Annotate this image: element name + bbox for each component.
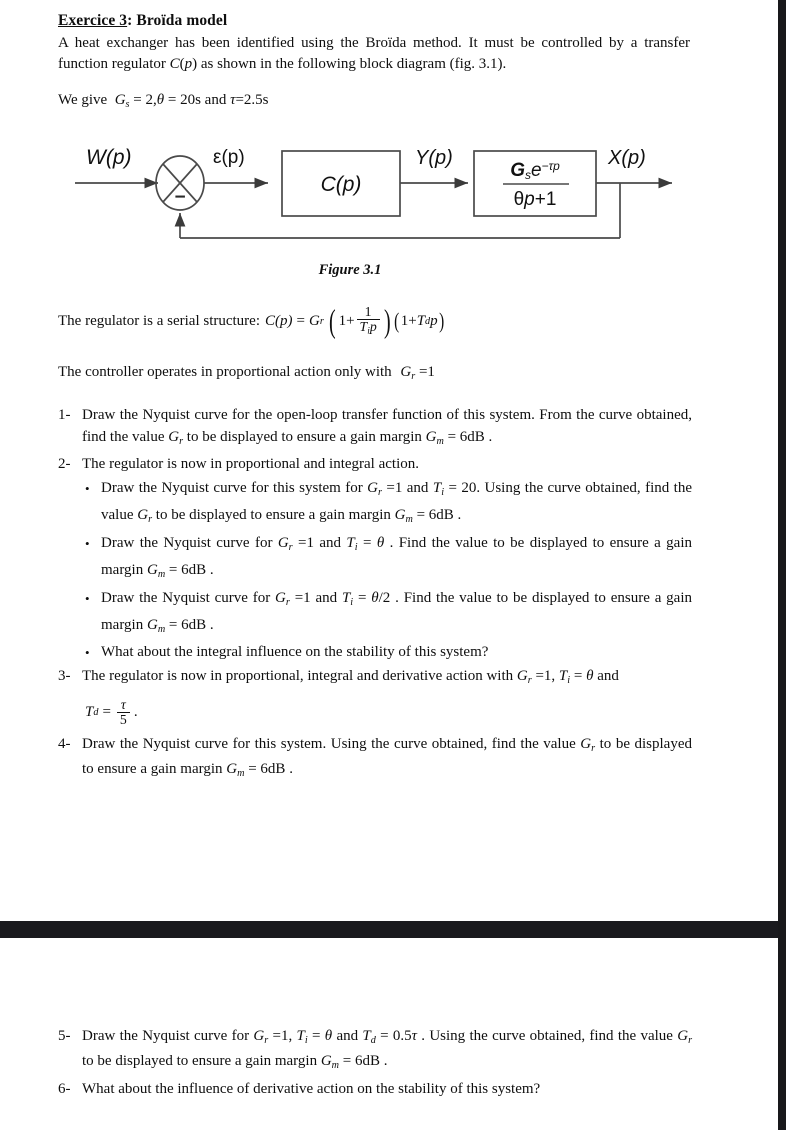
svg-text:Gse−τp: Gse$^{-\tau p}$	[510, 159, 560, 182]
exercise-title: : Broïda model	[127, 12, 228, 29]
question-item-4	[58, 734, 692, 785]
bullet-text: Draw the Nyquist curve for this system for $G_r =1$ and $T_i = 20$. Using the curve obtained, find the value $G_r$ to be displayed to ensure a gain margin $G_m = 6dB$ .	[101, 480, 692, 526]
bullet-glyph: •	[85, 645, 90, 661]
label-controller-cp: C(p)	[320, 173, 362, 196]
controller-note-text: The controller operates in proportional action only with	[58, 364, 392, 380]
question-text: Draw the Nyquist curve for this system. Using the curve obtained, find the value $G_r$ to be displayed to ensure a gain margin $G_m = 6dB$ .	[82, 735, 692, 779]
question-item-5	[58, 1026, 692, 1077]
intro-paragraph: A heat exchanger has been identified using the Broïda method. It must be controlled by a transfer function regulator C(p) as shown in the following block diagram (fig. 3.1).	[58, 35, 690, 72]
question-number: 3-	[58, 668, 71, 685]
question-item-1	[58, 405, 692, 452]
question-item-6	[58, 1079, 692, 1101]
bullet-text: Draw the Nyquist curve for $G_r =1$ and $T_i = \theta/2$ . Find the value to be displayed to ensure a gain margin $G_m = 6dB$ .	[101, 589, 693, 635]
regulator-formula-line	[58, 302, 718, 339]
question-text: The regulator is now in proportional, integral and derivative action with $G_r =1$, $T_i = \theta$ and	[82, 668, 619, 687]
scan-separator-band	[0, 921, 786, 938]
question-number: 5-	[58, 1028, 71, 1044]
questions-list	[58, 405, 692, 786]
label-signal-y: Y(p)	[415, 147, 453, 169]
bullet-item	[85, 587, 692, 641]
bullet-glyph: •	[85, 590, 90, 606]
bullet-item	[85, 477, 692, 531]
bullet-glyph: •	[85, 481, 90, 497]
question-text: The regulator is now in proportional and integral action.	[82, 455, 419, 472]
given-values-paragraph: We give $G_s = 2,\theta = 20s$ and τ=2.5s	[58, 92, 269, 110]
bullet-text: Draw the Nyquist curve for $G_r =1$ and $T_i = \theta$ . Find the value to be displayed to ensure a gain margin $G_m = 6dB$ .	[101, 535, 692, 580]
label-input-w: W(p)	[86, 146, 132, 169]
label-error-epsilon: ε(p)	[213, 147, 245, 168]
question-text: Draw the Nyquist curve for the open-loop transfer function of this system. From the curve obtained, find the value $G_r$ to be displayed to ensure a gain margin $G_m = 6dB$ .	[82, 407, 692, 447]
summing-junction-minus-sign: −	[174, 187, 186, 208]
regulator-formula-lead: The regulator is a serial structure:	[58, 312, 261, 329]
question-number: 6-	[58, 1080, 71, 1097]
question-item-3	[58, 666, 692, 691]
question-item-2	[58, 454, 692, 476]
exercise-number: Exercice 3	[58, 12, 128, 29]
svg-text:θp+1: θp+1	[513, 189, 557, 210]
figure-caption: Figure 3.1	[318, 262, 382, 278]
page-right-edge-shadow	[778, 0, 786, 1130]
page-title	[58, 12, 690, 30]
upper-text-block	[58, 12, 690, 115]
question-2-bullets	[58, 477, 692, 664]
question-text: What about the influence of derivative action on the stability of this system?	[82, 1080, 541, 1097]
td-definition-formula: T d = $\frac{\tau}{5}$ .	[85, 696, 138, 728]
lower-text-block	[58, 1026, 692, 1102]
controller-action-note: The controller operates in proportional action only with $G_r =1$	[58, 364, 435, 382]
question-number: 1-	[58, 407, 71, 423]
label-output-x: X(p)	[608, 147, 646, 169]
bullet-item	[85, 532, 692, 586]
bullet-item	[85, 641, 692, 664]
regulator-formula-math: C (p) = G r ( 1+ $\frac{1}{T_ip}$ ) ( 1+ T d p )	[265, 302, 444, 339]
question-number: 2-	[58, 455, 71, 472]
question-number: 4-	[58, 735, 71, 752]
bullet-text: What about the integral influence on the stability of this system?	[101, 644, 489, 661]
question-text: Draw the Nyquist curve for $G_r =1$, $T_i = \theta$ and $T_d = 0.5\tau$ . Using the curve obtained, find the value $G_r$ to be displayed to ensure a gain margin $G_m = 6dB$ .	[82, 1028, 693, 1072]
bullet-glyph: •	[85, 536, 90, 552]
plant-transfer-function	[503, 159, 569, 210]
